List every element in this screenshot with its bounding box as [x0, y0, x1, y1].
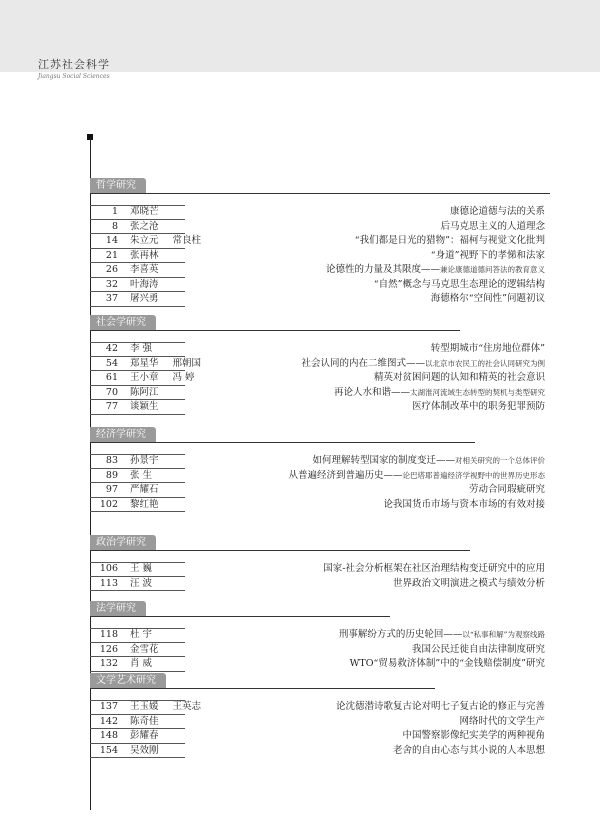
authors — [130, 628, 152, 643]
section-title: 政治学研究 — [90, 535, 156, 550]
article-title — [383, 498, 545, 513]
page-number: 102 — [99, 498, 118, 510]
article-title — [312, 454, 545, 469]
authors — [130, 278, 159, 293]
page-number: 37 — [105, 293, 118, 304]
toc-entry[interactable] — [90, 700, 550, 715]
section-rule — [90, 616, 390, 617]
list-divider — [90, 671, 185, 672]
article-title-main: 从普遍经济到普遍历史—— — [288, 469, 403, 481]
toc-entry[interactable] — [90, 371, 550, 386]
toc-entry[interactable] — [90, 386, 550, 401]
toc-entry[interactable] — [90, 657, 550, 672]
article-title — [326, 263, 545, 278]
author-name: 邢朝国 — [172, 357, 202, 369]
authors — [130, 342, 152, 357]
article-title-main: 如何理解转型国家的制度变迁—— — [312, 455, 455, 466]
authors — [130, 249, 159, 264]
section-rule — [90, 688, 435, 689]
article-title-main: 中国警察影像纪实美学的两种视角 — [402, 730, 545, 741]
toc-section — [90, 673, 550, 758]
author-name: 李 强 — [130, 343, 153, 354]
page-number: 14 — [105, 235, 118, 246]
article-title-main: 世界政治文明演进之模式与绩效分析 — [392, 577, 545, 589]
authors — [130, 205, 159, 220]
authors — [130, 657, 152, 672]
article-title-main: 刑事解纷方式的历史轮回—— — [338, 629, 463, 640]
article-title-main: 国家-社会分析框架在社区治理结构变迁研究中的应用 — [323, 563, 545, 574]
authors — [130, 234, 201, 249]
article-title — [288, 469, 545, 484]
article-title — [323, 562, 545, 577]
page-number: 118 — [99, 629, 118, 640]
author-name: 谈颖生 — [130, 401, 159, 412]
authors — [130, 643, 159, 658]
author-name: 金雪花 — [130, 643, 159, 655]
article-title — [459, 715, 545, 730]
article-title — [301, 357, 545, 372]
author-name: 陈阿江 — [130, 386, 159, 398]
author-name: 邓晓芒 — [130, 206, 159, 217]
article-list — [90, 342, 550, 415]
toc-entry[interactable] — [90, 628, 550, 643]
article-title-main: 劳动合同瑕疵研究 — [468, 484, 545, 495]
authors — [130, 454, 159, 469]
page-number: 1 — [111, 206, 118, 217]
section-rule — [90, 550, 470, 551]
page-number: 8 — [111, 220, 118, 232]
authors — [130, 562, 152, 577]
page-number: 21 — [105, 249, 118, 261]
article-title — [339, 628, 545, 643]
journal-title: 江苏社会科学 — [38, 58, 110, 71]
section-header — [90, 315, 550, 332]
author-name: 肖 威 — [130, 658, 153, 669]
author-name: 王玉媛 — [130, 701, 159, 712]
list-divider — [90, 511, 185, 512]
toc-entry[interactable] — [90, 263, 550, 278]
page-number: 132 — [99, 658, 118, 669]
journal-header — [38, 56, 110, 80]
toc-entry[interactable] — [90, 278, 550, 293]
author-name: 叶海涛 — [130, 278, 159, 290]
article-title-main: 论我国货币市场与资本市场的有效对接 — [383, 498, 545, 510]
author-name: 王小章 — [130, 372, 159, 383]
article-title-main: 网络时代的文学生产 — [459, 715, 545, 727]
toc-entry[interactable] — [90, 220, 550, 235]
author-name: 常良柱 — [172, 235, 202, 246]
authors — [130, 220, 159, 235]
authors — [130, 715, 159, 730]
section-rule — [90, 442, 475, 443]
article-list — [90, 700, 550, 758]
page-number: 70 — [105, 386, 118, 398]
section-title: 法学研究 — [90, 601, 146, 616]
article-title-main: 论沈德潜诗歌复古论对明七子复古论的修正与完善 — [335, 701, 545, 712]
article-title — [355, 234, 545, 249]
article-title-main: 转型期城市“住房地位群体” — [430, 343, 545, 354]
article-title-main: 老舍的自由心态与其小说的人本思想 — [392, 744, 545, 756]
page-number: 106 — [99, 563, 118, 574]
article-title-main: 社会认同的内在二维图式—— — [301, 357, 425, 369]
article-subtitle: 兼论康德道德问答法的教育意义 — [440, 265, 545, 274]
authors — [130, 263, 159, 278]
author-name: 王英志 — [172, 701, 202, 712]
section-header — [90, 535, 550, 552]
author-name: 朱立元 — [130, 235, 159, 246]
section-header — [90, 673, 550, 690]
authors — [130, 400, 159, 415]
article-title — [402, 729, 545, 744]
page-number: 26 — [105, 264, 118, 275]
article-title-main: 论德性的力量及其限度—— — [325, 264, 440, 275]
article-title-main: 精英对贫困问题的认知和精英的社会意识 — [373, 372, 545, 383]
author-name: 杜 宇 — [130, 629, 153, 640]
toc-entry[interactable] — [90, 744, 550, 759]
journal-subtitle: Jiangsu Social Sciences — [38, 73, 110, 80]
article-subtitle: 对相关研究的一个总体评价 — [455, 456, 545, 465]
page-number: 42 — [105, 343, 118, 354]
page-number: 113 — [99, 577, 118, 589]
author-name: 张再林 — [130, 249, 159, 261]
page-number: 137 — [99, 701, 118, 712]
list-divider — [90, 414, 185, 415]
article-title — [336, 700, 545, 715]
article-list — [90, 205, 550, 307]
article-title — [450, 205, 545, 220]
page-number: 97 — [105, 484, 118, 495]
toc-section — [90, 178, 550, 307]
article-title-main: 后马克思主义的人道理念 — [440, 220, 545, 232]
author-name: 黎红艳 — [130, 498, 159, 510]
list-divider — [90, 590, 185, 591]
article-title — [412, 643, 545, 658]
toc-entry[interactable] — [90, 577, 550, 592]
article-title-main: 医疗体制改革中的职务犯罪预防 — [411, 401, 545, 412]
article-title-main: “我们都是日光的猎物”：福柯与视觉文化批判 — [354, 235, 545, 246]
page-number: 77 — [105, 401, 118, 412]
author-name: 孙景宇 — [130, 455, 159, 466]
article-list — [90, 562, 550, 591]
author-name: 屠兴勇 — [130, 293, 159, 304]
page-number: 142 — [99, 715, 118, 727]
article-title — [393, 577, 545, 592]
article-list — [90, 454, 550, 512]
article-title-main: 我国公民迁徙自由法律制度研究 — [411, 643, 545, 655]
author-name: 李喜英 — [130, 264, 159, 275]
authors — [130, 386, 159, 401]
article-title — [350, 657, 545, 672]
page-number: 32 — [105, 278, 118, 290]
toc-entry[interactable] — [90, 715, 550, 730]
article-subtitle: 太湖淮河流域生态转型的契机与类型研究 — [410, 387, 545, 397]
page-number: 61 — [105, 372, 118, 383]
page-number: 83 — [105, 455, 118, 466]
article-title — [374, 371, 545, 386]
article-list — [90, 628, 550, 672]
toc-entry[interactable] — [90, 357, 550, 372]
toc-entry[interactable] — [90, 249, 550, 264]
page-number: 148 — [99, 730, 118, 741]
article-title-main: WTO“贸易救济体制”中的“金钱赔偿制度”研究 — [349, 658, 545, 669]
toc-entry[interactable] — [90, 643, 550, 658]
section-title: 文学艺术研究 — [90, 673, 166, 688]
list-divider — [90, 306, 185, 307]
toc-entry[interactable] — [90, 469, 550, 484]
toc-entry[interactable] — [90, 729, 550, 744]
article-subtitle: 以北京市农民工的社会认同研究为例 — [425, 358, 545, 368]
article-title — [469, 483, 545, 498]
toc-entry[interactable] — [90, 205, 550, 220]
page-number: 54 — [105, 357, 118, 369]
toc-entry[interactable] — [90, 342, 550, 357]
article-title-main: “自然”概念与马克思生态理论的逻辑结构 — [373, 278, 545, 290]
article-title — [412, 400, 545, 415]
author-name: 汪 波 — [130, 577, 153, 589]
authors — [130, 357, 201, 372]
author-name: 张之沧 — [130, 220, 159, 232]
toc-entry[interactable] — [90, 454, 550, 469]
author-name: 彭耀春 — [130, 730, 159, 741]
section-title: 经济学研究 — [90, 427, 156, 442]
authors — [130, 700, 201, 715]
authors — [130, 498, 159, 513]
article-title — [431, 249, 545, 264]
authors — [130, 371, 195, 386]
toc-section — [90, 601, 550, 672]
article-title-main: 康德论道德与法的关系 — [449, 206, 545, 217]
article-subtitle: 论巴塔耶普遍经济学视野中的世界历史形态 — [402, 470, 545, 480]
article-title-main: 海德格尔“空间性”问题初议 — [430, 293, 545, 304]
article-title-main: “身道”视野下的孝悌和法家 — [430, 249, 545, 261]
toc-entry[interactable] — [90, 292, 550, 307]
article-title — [374, 278, 545, 293]
toc-section — [90, 535, 550, 591]
author-name: 冯 婷 — [172, 372, 195, 383]
author-name: 吴效刚 — [130, 744, 159, 756]
authors — [130, 744, 159, 759]
toc-entry[interactable] — [90, 562, 550, 577]
author-name: 陈奇佳 — [130, 715, 159, 727]
section-header — [90, 178, 550, 195]
toc-entry[interactable] — [90, 483, 550, 498]
section-header — [90, 427, 550, 444]
toc-section — [90, 315, 550, 415]
toc-entry[interactable] — [90, 234, 550, 249]
article-title — [431, 342, 545, 357]
authors — [130, 483, 159, 498]
author-name: 王 巍 — [130, 563, 153, 574]
authors — [130, 577, 152, 592]
article-title — [334, 386, 545, 401]
article-title — [431, 292, 545, 307]
page-number: 154 — [99, 744, 118, 756]
article-title-main: 再论人水和谐—— — [333, 386, 410, 398]
author-name: 郑星华 — [130, 357, 159, 369]
article-subtitle: 以“私事和解”为观察线路 — [462, 630, 545, 639]
section-title: 社会学研究 — [90, 315, 156, 330]
authors — [130, 469, 152, 484]
article-title — [440, 220, 545, 235]
section-rule — [90, 193, 550, 194]
section-rule — [90, 330, 460, 331]
authors — [130, 729, 159, 744]
authors — [130, 292, 159, 307]
toc-entry[interactable] — [90, 498, 550, 513]
author-name: 张 生 — [130, 469, 153, 481]
page-number: 126 — [99, 643, 118, 655]
section-title: 哲学研究 — [90, 178, 146, 193]
toc-entry[interactable] — [90, 400, 550, 415]
page-number: 89 — [105, 469, 118, 481]
article-title — [393, 744, 545, 759]
toc-section — [90, 427, 550, 512]
section-header — [90, 601, 550, 618]
author-name: 严耀石 — [130, 484, 159, 495]
list-divider — [90, 757, 185, 758]
